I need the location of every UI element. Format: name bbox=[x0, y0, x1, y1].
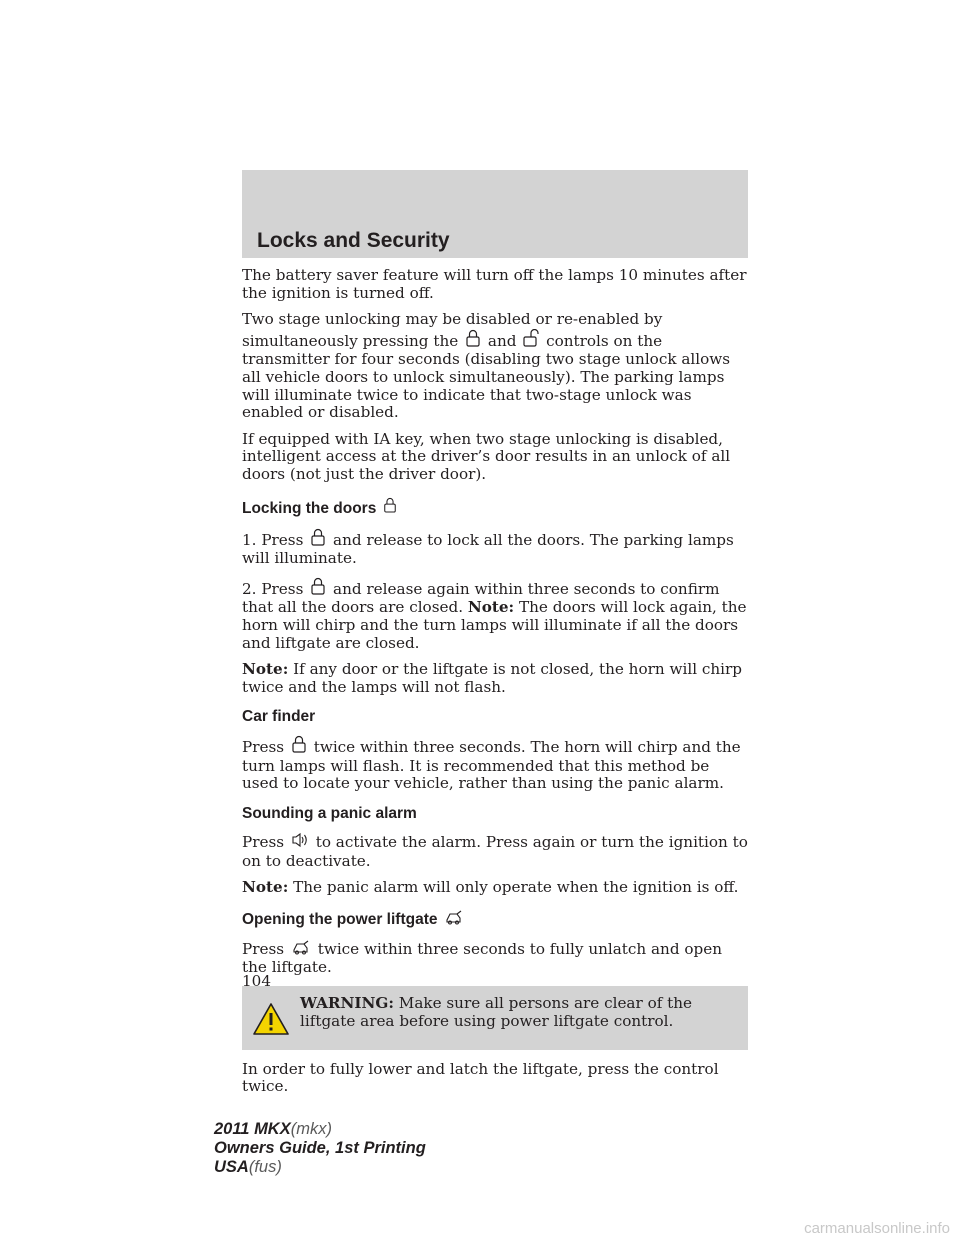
lock-icon bbox=[310, 577, 326, 600]
note-text: If any door or the liftgate is not closed, the horn will chirp twice and the lamps will not flash. bbox=[242, 660, 743, 696]
warning-text-block bbox=[300, 995, 734, 1030]
ia-key-paragraph: If equipped with IA key, when two stage unlocking is disabled, intelligent access at the driver’s door results in an unlock of all doors (not just the driver door). bbox=[242, 429, 731, 483]
model-code: (mkx) bbox=[290, 1120, 332, 1138]
battery-saver-paragraph: The battery saver feature will turn off the lamps 10 minutes after the ignition is turned off. bbox=[242, 266, 747, 302]
unlock-icon bbox=[523, 329, 539, 352]
note-text: The doors will lock again, the horn will chirp and the turn lamps will illuminate if all the doors and liftgate are closed. bbox=[242, 598, 747, 652]
warning-box bbox=[242, 986, 748, 1050]
power-liftgate-heading bbox=[242, 909, 748, 930]
print-info bbox=[214, 1120, 426, 1177]
step-text: and release again within three seconds to confirm that all the doors are closed. bbox=[242, 579, 720, 617]
note-label: Note: bbox=[242, 660, 289, 679]
print-info-line bbox=[214, 1120, 426, 1139]
two-stage-unlock-paragraph bbox=[242, 311, 748, 422]
press-text: Press bbox=[242, 833, 285, 852]
heading-text: Opening the power liftgate bbox=[242, 910, 438, 928]
panic-alarm-heading: Sounding a panic alarm bbox=[242, 805, 417, 823]
warning-icon bbox=[252, 1002, 290, 1041]
region: USA bbox=[214, 1158, 249, 1176]
note-label: Note: bbox=[467, 598, 515, 617]
liftgate-icon bbox=[444, 909, 464, 930]
lock-step-1 bbox=[242, 528, 748, 568]
paragraph-text: Two stage unlocking may be disabled or re-enabled by simultaneously pressing the bbox=[242, 310, 663, 350]
note-paragraph bbox=[242, 879, 748, 897]
page-content bbox=[242, 267, 748, 1105]
step-text: and release to lock all the doors. The parking lamps will illuminate. bbox=[242, 530, 734, 568]
car-finder-paragraph bbox=[242, 735, 748, 793]
lock-step-2 bbox=[242, 577, 748, 652]
car-finder-heading: Car finder bbox=[242, 708, 316, 726]
paragraph-text: to activate the alarm. Press again or turn the ignition to on to deactivate. bbox=[242, 833, 748, 870]
lock-icon bbox=[383, 496, 397, 519]
panic-icon bbox=[291, 832, 309, 853]
paragraph-text: twice within three seconds. The horn will chirp and the turn lamps will flash. It is recommended that this method be used to locate your vehicle, rather than using the panic alarm. bbox=[242, 738, 741, 793]
press-text: Press bbox=[242, 738, 285, 757]
note-text: The panic alarm will only operate when the ignition is off. bbox=[293, 878, 739, 897]
note-label: Note: bbox=[242, 878, 289, 897]
paragraph-text: twice within three seconds to fully unlatch and open the liftgate. bbox=[242, 939, 723, 977]
locking-doors-heading bbox=[242, 496, 748, 519]
model-name: 2011 MKX bbox=[214, 1120, 291, 1138]
print-info-line bbox=[214, 1158, 426, 1177]
step-text: 2. Press bbox=[242, 579, 304, 598]
lock-icon bbox=[291, 735, 307, 758]
final-paragraph: In order to fully lower and latch the liftgate, press the control twice. bbox=[242, 1059, 719, 1096]
heading-text: Locking the doors bbox=[242, 499, 377, 517]
section-title: Locks and Security bbox=[257, 229, 450, 252]
region-code: (fus) bbox=[248, 1158, 282, 1176]
lock-icon bbox=[465, 329, 481, 352]
page-number: 104 bbox=[242, 972, 271, 990]
guide-edition: Owners Guide, 1st Printing bbox=[214, 1139, 426, 1157]
watermark: carmanualsonline.info bbox=[804, 1220, 950, 1237]
paragraph-text: controls on the transmitter for four seconds (disabling two stage unlock allows all vehicle doors to unlock simultaneously). The parking lamps will illuminate twice to indicate that two-stage unlock was enabled or disabled. bbox=[242, 331, 731, 422]
liftgate-icon bbox=[291, 939, 311, 960]
paragraph-text: and bbox=[487, 331, 517, 350]
warning-text: Make sure all persons are clear of the liftgate area before using power liftgate control. bbox=[300, 994, 693, 1030]
power-liftgate-paragraph bbox=[242, 939, 748, 977]
warning-label: WARNING: bbox=[300, 994, 394, 1013]
panic-alarm-paragraph bbox=[242, 832, 748, 870]
lock-icon bbox=[310, 528, 326, 551]
press-text: Press bbox=[242, 939, 285, 958]
note-paragraph bbox=[242, 661, 748, 696]
step-text: 1. Press bbox=[242, 530, 304, 549]
